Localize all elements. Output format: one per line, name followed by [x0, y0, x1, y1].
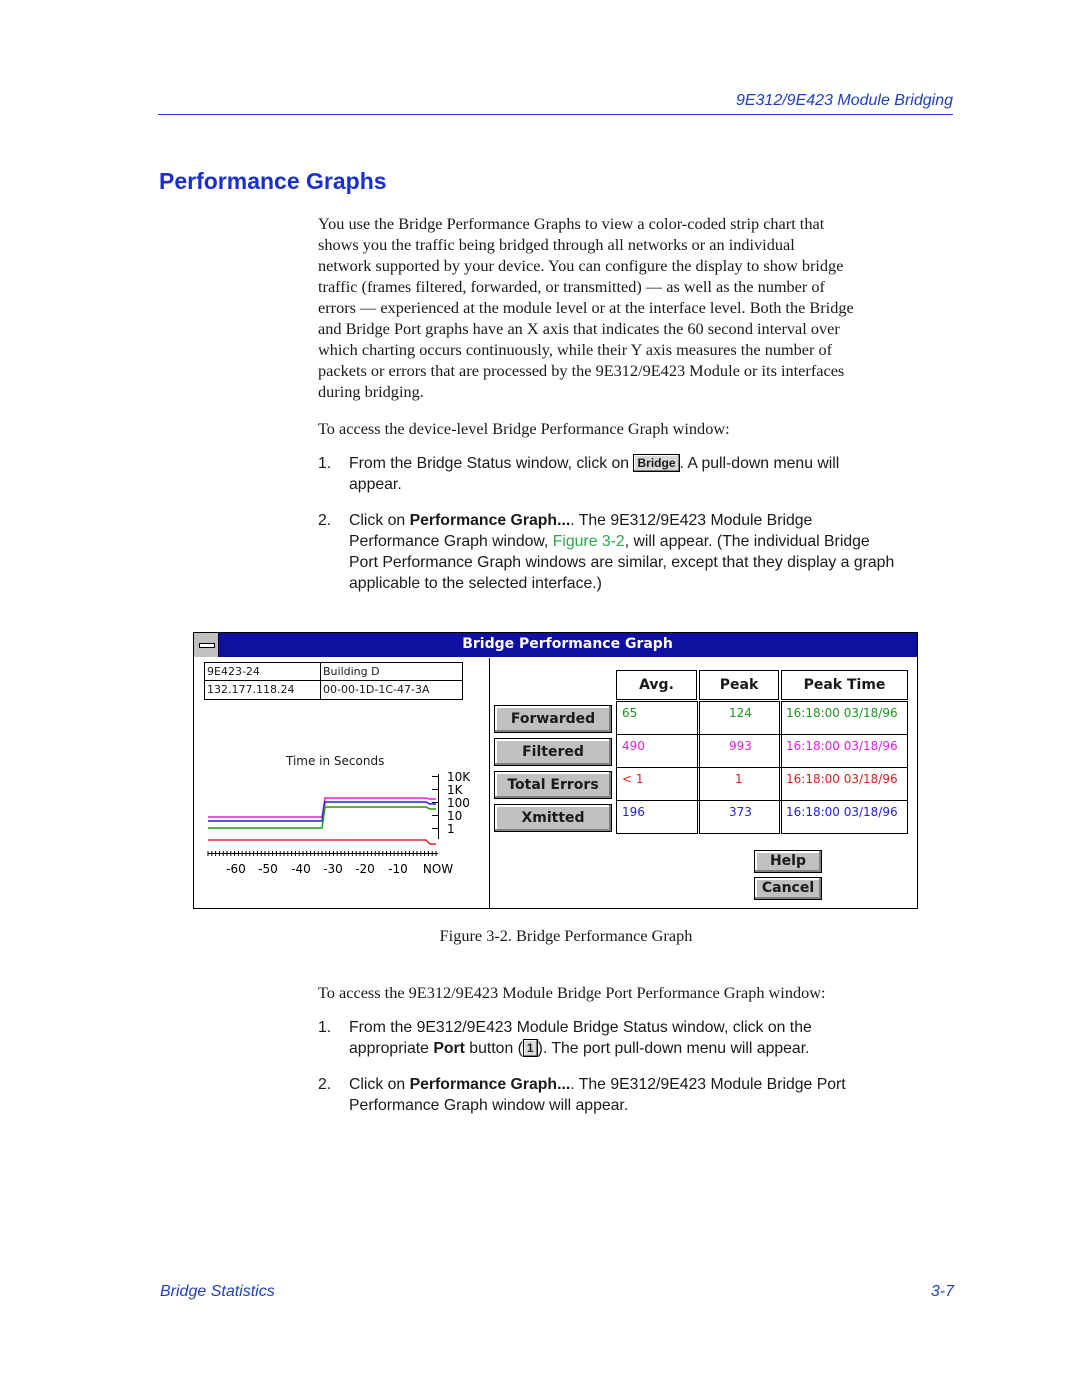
- y-tick-label: 1: [447, 822, 455, 836]
- total-errors-button[interactable]: Total Errors: [494, 771, 612, 799]
- x-tick-label: -10: [388, 862, 408, 876]
- intro-line: which charting occurs continuously, while their Y axis measures the number of: [318, 340, 833, 359]
- step-a2: [318, 510, 954, 594]
- page-number: 3-7: [930, 1283, 954, 1300]
- menu-item-performance-graph: Performance Graph...: [409, 512, 571, 529]
- forwarded-peak-time: 16:18:00 03/18/96: [786, 706, 898, 720]
- y-tick-label: 10K: [447, 770, 471, 784]
- access-device-text: To access the device-level Bridge Performance Graph window:: [318, 419, 730, 438]
- header-rule: [158, 114, 953, 115]
- intro-line: shows you the traffic being bridged through all networks or an individual: [318, 235, 795, 254]
- footer-section-title: Bridge Statistics: [160, 1283, 275, 1300]
- step-text: Performance Graph window will appear.: [349, 1097, 629, 1114]
- filtered-avg: 490: [622, 739, 645, 753]
- device-mac: 00-00-1D-1C-47-3A: [323, 683, 430, 696]
- forwarded-avg: 65: [622, 706, 638, 720]
- step-a1: [318, 453, 954, 495]
- access-port-text: To access the 9E312/9E423 Module Bridge Port Performance Graph window:: [318, 983, 826, 1002]
- column-header-peak-time: Peak Time: [781, 670, 908, 700]
- step-b1: [318, 1017, 954, 1059]
- port-1-button[interactable]: 1: [523, 1039, 538, 1057]
- filtered-peak: 993: [729, 739, 752, 753]
- device-name: 9E423-24: [207, 665, 260, 678]
- step-text: From the Bridge Status window, click on: [349, 455, 630, 472]
- cancel-button[interactable]: Cancel: [754, 877, 822, 900]
- intro-line: packets or errors that are processed by the 9E312/9E423 Module or its interfaces: [318, 361, 845, 380]
- step-text: . A pull-down menu will: [679, 455, 840, 472]
- port-label: Port: [433, 1040, 465, 1057]
- system-menu-icon: [199, 643, 215, 648]
- bridge-button[interactable]: Bridge: [633, 454, 679, 472]
- xmitted-peak-time: 16:18:00 03/18/96: [786, 805, 898, 819]
- y-tick-label: 1K: [447, 783, 463, 797]
- intro-paragraph: [318, 213, 954, 402]
- device-location: Building D: [323, 665, 380, 678]
- intro-line: You use the Bridge Performance Graphs to view a color-coded strip chart that: [318, 214, 825, 233]
- step-text: , will appear. (The individual Bridge: [624, 533, 870, 550]
- intro-line: network supported by your device. You can configure the display to show bridge: [318, 256, 844, 275]
- section-title: Performance Graphs: [159, 168, 387, 194]
- step-text: . The 9E312/9E423 Module Bridge: [570, 512, 813, 529]
- step-text: ). The port pull-down menu will appear.: [537, 1040, 810, 1057]
- column-header-peak: Peak: [699, 670, 779, 700]
- x-tick-label: NOW: [422, 862, 454, 876]
- y-tick-label: 10: [447, 809, 463, 823]
- window-title: Bridge Performance Graph: [462, 636, 673, 652]
- filtered-peak-time: 16:18:00 03/18/96: [786, 739, 898, 753]
- step-text: Performance Graph window,: [349, 533, 553, 550]
- step-text: applicable to the selected interface.): [349, 575, 602, 592]
- x-tick-label: -50: [258, 862, 278, 876]
- filtered-button[interactable]: Filtered: [494, 738, 612, 766]
- system-menu-button[interactable]: [194, 633, 219, 657]
- step-text: appropriate: [349, 1040, 434, 1057]
- running-head: 9E312/9E423 Module Bridging: [735, 92, 953, 109]
- step-number: 2.: [318, 1076, 332, 1093]
- menu-item-performance-graph: Performance Graph...: [409, 1076, 571, 1093]
- step-text: Click on: [349, 1076, 410, 1093]
- step-text: appear.: [349, 476, 402, 493]
- intro-line: traffic (frames filtered, forwarded, or transmitted) — as well as the number of: [318, 277, 825, 296]
- x-tick-label: -20: [355, 862, 375, 876]
- step-number: 1.: [318, 1019, 332, 1036]
- column-header-avg: Avg.: [616, 670, 697, 700]
- forwarded-peak: 124: [729, 706, 752, 720]
- step-number: 1.: [318, 455, 332, 472]
- step-text: From the 9E312/9E423 Module Bridge Status window, click on the: [349, 1019, 812, 1036]
- device-ip: 132.177.118.24: [207, 683, 295, 696]
- figure-caption: Figure 3-2. Bridge Performance Graph: [439, 926, 693, 945]
- intro-line: errors — experienced at the module level or at the interface level. Both the Bridge: [318, 298, 854, 317]
- step-b2: [318, 1074, 954, 1116]
- xmitted-avg: 196: [622, 805, 645, 819]
- figure-link[interactable]: Figure 3-2: [552, 533, 625, 550]
- x-tick-label: -30: [323, 862, 343, 876]
- xmitted-button[interactable]: Xmitted: [494, 804, 612, 832]
- step-number: 2.: [318, 512, 332, 529]
- errors-peak-time: 16:18:00 03/18/96: [786, 772, 898, 786]
- x-tick-label: -40: [291, 862, 311, 876]
- y-tick-label: 100: [447, 796, 470, 810]
- step-text: button (: [464, 1040, 523, 1057]
- forwarded-button[interactable]: Forwarded: [494, 705, 612, 733]
- x-tick-label: -60: [226, 862, 246, 876]
- bridge-performance-window: [193, 632, 918, 909]
- intro-line: during bridging.: [318, 382, 424, 401]
- step-text: Click on: [349, 512, 410, 529]
- errors-peak: 1: [735, 772, 743, 786]
- help-button[interactable]: Help: [754, 850, 822, 873]
- step-text: Port Performance Graph windows are similar, except that they display a graph: [349, 554, 895, 571]
- xmitted-peak: 373: [729, 805, 752, 819]
- intro-line: and Bridge Port graphs have an X axis that indicates the 60 second interval over: [318, 319, 840, 338]
- errors-avg: < 1: [622, 772, 644, 786]
- step-text: . The 9E312/9E423 Module Bridge Port: [570, 1076, 846, 1093]
- title-bar: [194, 633, 917, 657]
- x-axis-label: Time in Seconds: [286, 754, 385, 768]
